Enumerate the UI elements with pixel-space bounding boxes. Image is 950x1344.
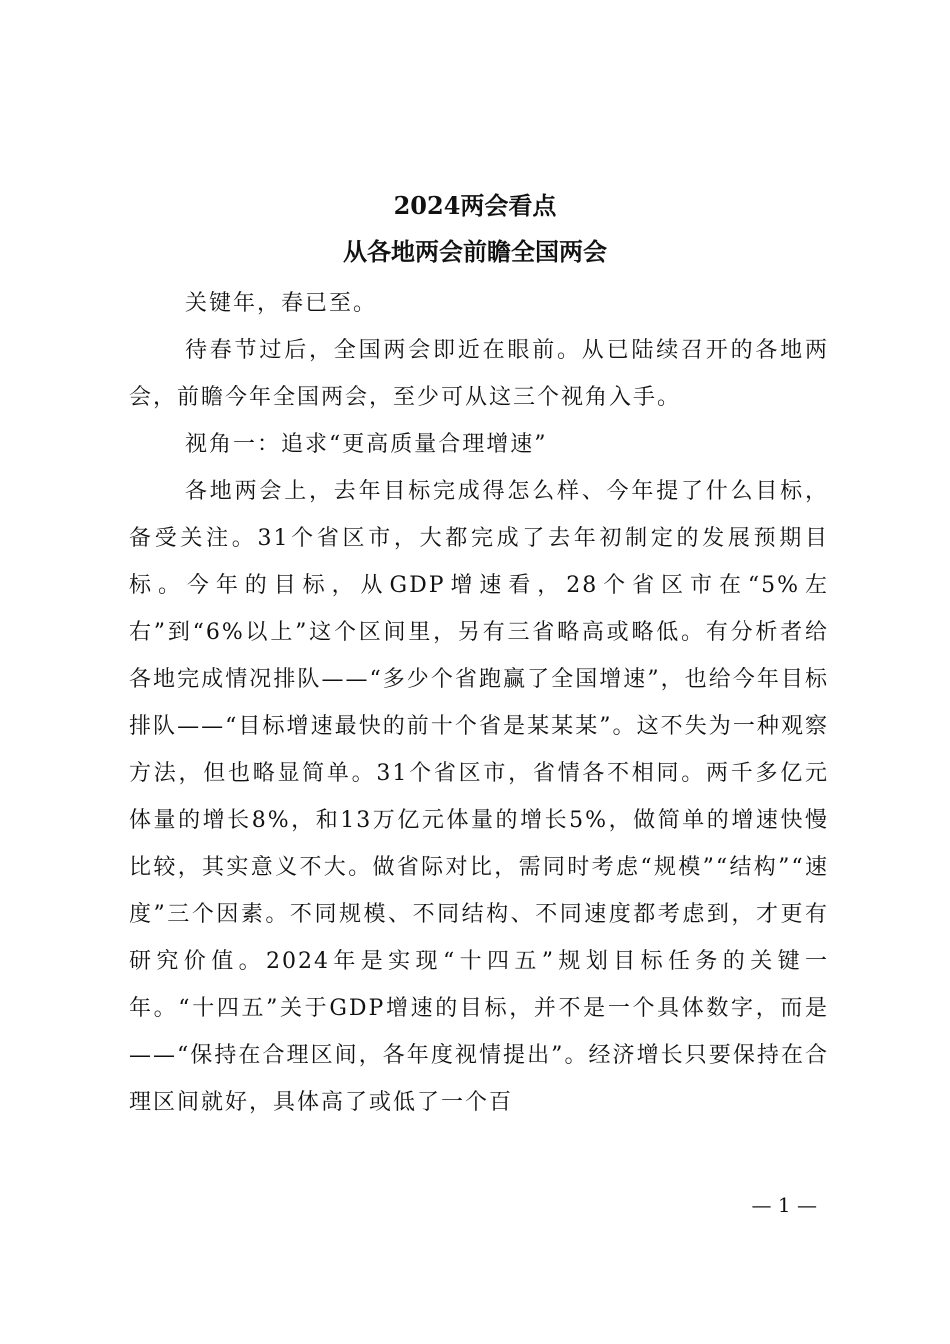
page-number: — 1 —: [751, 1193, 817, 1217]
paragraph-4: 各地两会上，去年目标完成得怎么样、今年提了什么目标，备受关注。31个省区市，大都完成了去年初制定的发展预期目标。今年的目标，从GDP增速看，28个省区市在“5%左右”到“6%以上”这个区间里，另有三省略高或略低。有分析者给各地完成情况排队——“多少个省跑赢了全国增速”，也给今年目标排队——“目标增速最快的前十个省是某某某”。这不失为一种观察方法，但也略显简单。31个省区市，省情各不相同。两千多亿元体量的增长8%，和13万亿元体量的增长5%，做简单的增速快慢比较，其实意义不大。做省际对比，需同时考虑“规模”“结构”“速度”三个因素。不同规模、不同结构、不同速度都考虑到，才更有研究价值。2024年是实现“十四五”规划目标任务的关键一年。“十四五”关于GDP增速的目标，并不是一个具体数字，而是——“保持在合理区间，各年度视情提出”。经济增长只要保持在合理区间就好，具体高了或低了一个百: [129, 479, 829, 1115]
document-title-line-2: 从各地两会前瞻全国两会: [343, 237, 607, 266]
document-body: [129, 280, 829, 1126]
paragraph-3-heading: 视角一：追求“更高质量合理增速”: [185, 432, 548, 457]
paragraph-1: 关键年，春已至。: [185, 291, 378, 316]
document-title-line-1: 2024两会看点: [393, 191, 557, 220]
paragraph-2: 待春节过后，全国两会即近在眼前。从已陆续召开的各地两会，前瞻今年全国两会，至少可从这三个视角入手。: [129, 338, 829, 410]
